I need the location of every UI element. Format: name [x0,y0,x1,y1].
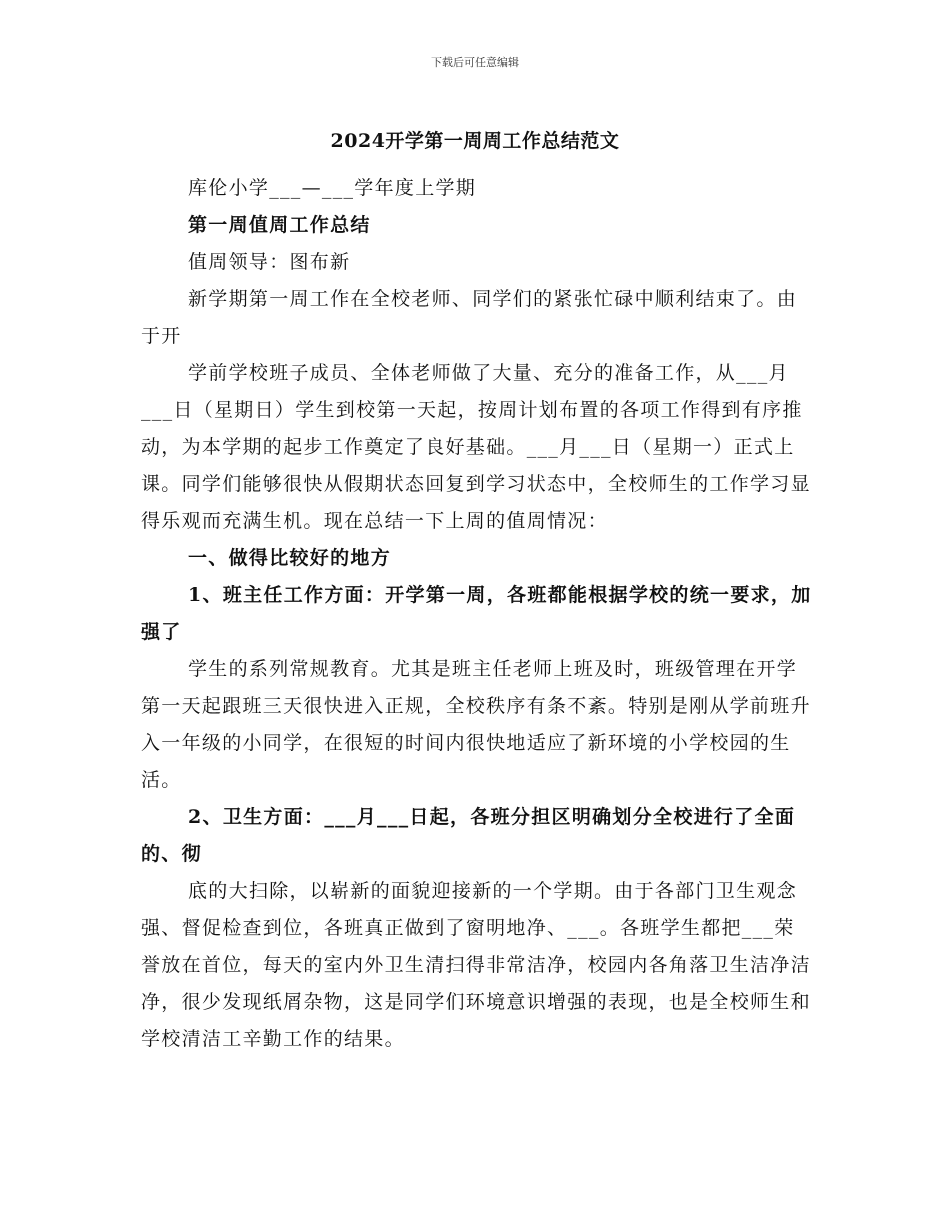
body-paragraph: 底的大扫除，以崭新的面貌迎接新的一个学期。由于各部门卫生观念强、督促检查到位，各班真正做到了窗明地净、___。各班学生都把___荣誉放在首位，每天的室内外卫生清扫得非常洁净，校园内各角落卫生洁净洁净，很少发现纸屑杂物，这是同学们环境意识增强的表现，也是全校师生和学校清洁工辛勤工作的结果。 [141,880,811,1050]
subsection-heading: 一、做得比较好的地方 [188,547,392,569]
body-paragraph: 学生的系列常规教育。尤其是班主任老师上班及时，班级管理在开学第一天起跟班三天很快进入正规，全校秩序有条不紊。特别是刚从学前班升入一年级的小同学，在很短的时间内很快地适应了新环境的小学校园的生活。 [141,658,811,791]
item-heading: 2、卫生方面：___月___日起，各班分担区明确划分全校进行了全面的、彻 [141,806,796,865]
body-paragraph: 学前学校班子成员、全体老师做了大量、充分的准备工作，从___月___日（星期日）学生到校第一天起，按周计划布置的各项工作得到有序推动，为本学期的起步工作奠定了良好基础。___月___日（星期一）正式上课。同学们能够很快从假期状态回复到学习状态中，全校师生的工作学习显得乐观而充满生机。现在总结一下上周的值周情况： [141,362,811,532]
body-paragraph: 新学期第一周工作在全校老师、同学们的紧张忙碌中顺利结束了。由于开 [141,288,798,347]
item-heading: 1、班主任工作方面：开学第一周，各班都能根据学校的统一要求，加强了 [141,584,812,643]
section-title: 第一周值周工作总结 [188,214,371,236]
header-note: 下载后可任意编辑 [431,56,519,69]
school-term-line: 库伦小学___—___学年度上学期 [188,177,477,199]
duty-leader-line: 值周领导：图布新 [188,251,351,273]
document-body [141,170,813,1058]
document-title: 2024开学第一周周工作总结范文 [330,130,620,152]
